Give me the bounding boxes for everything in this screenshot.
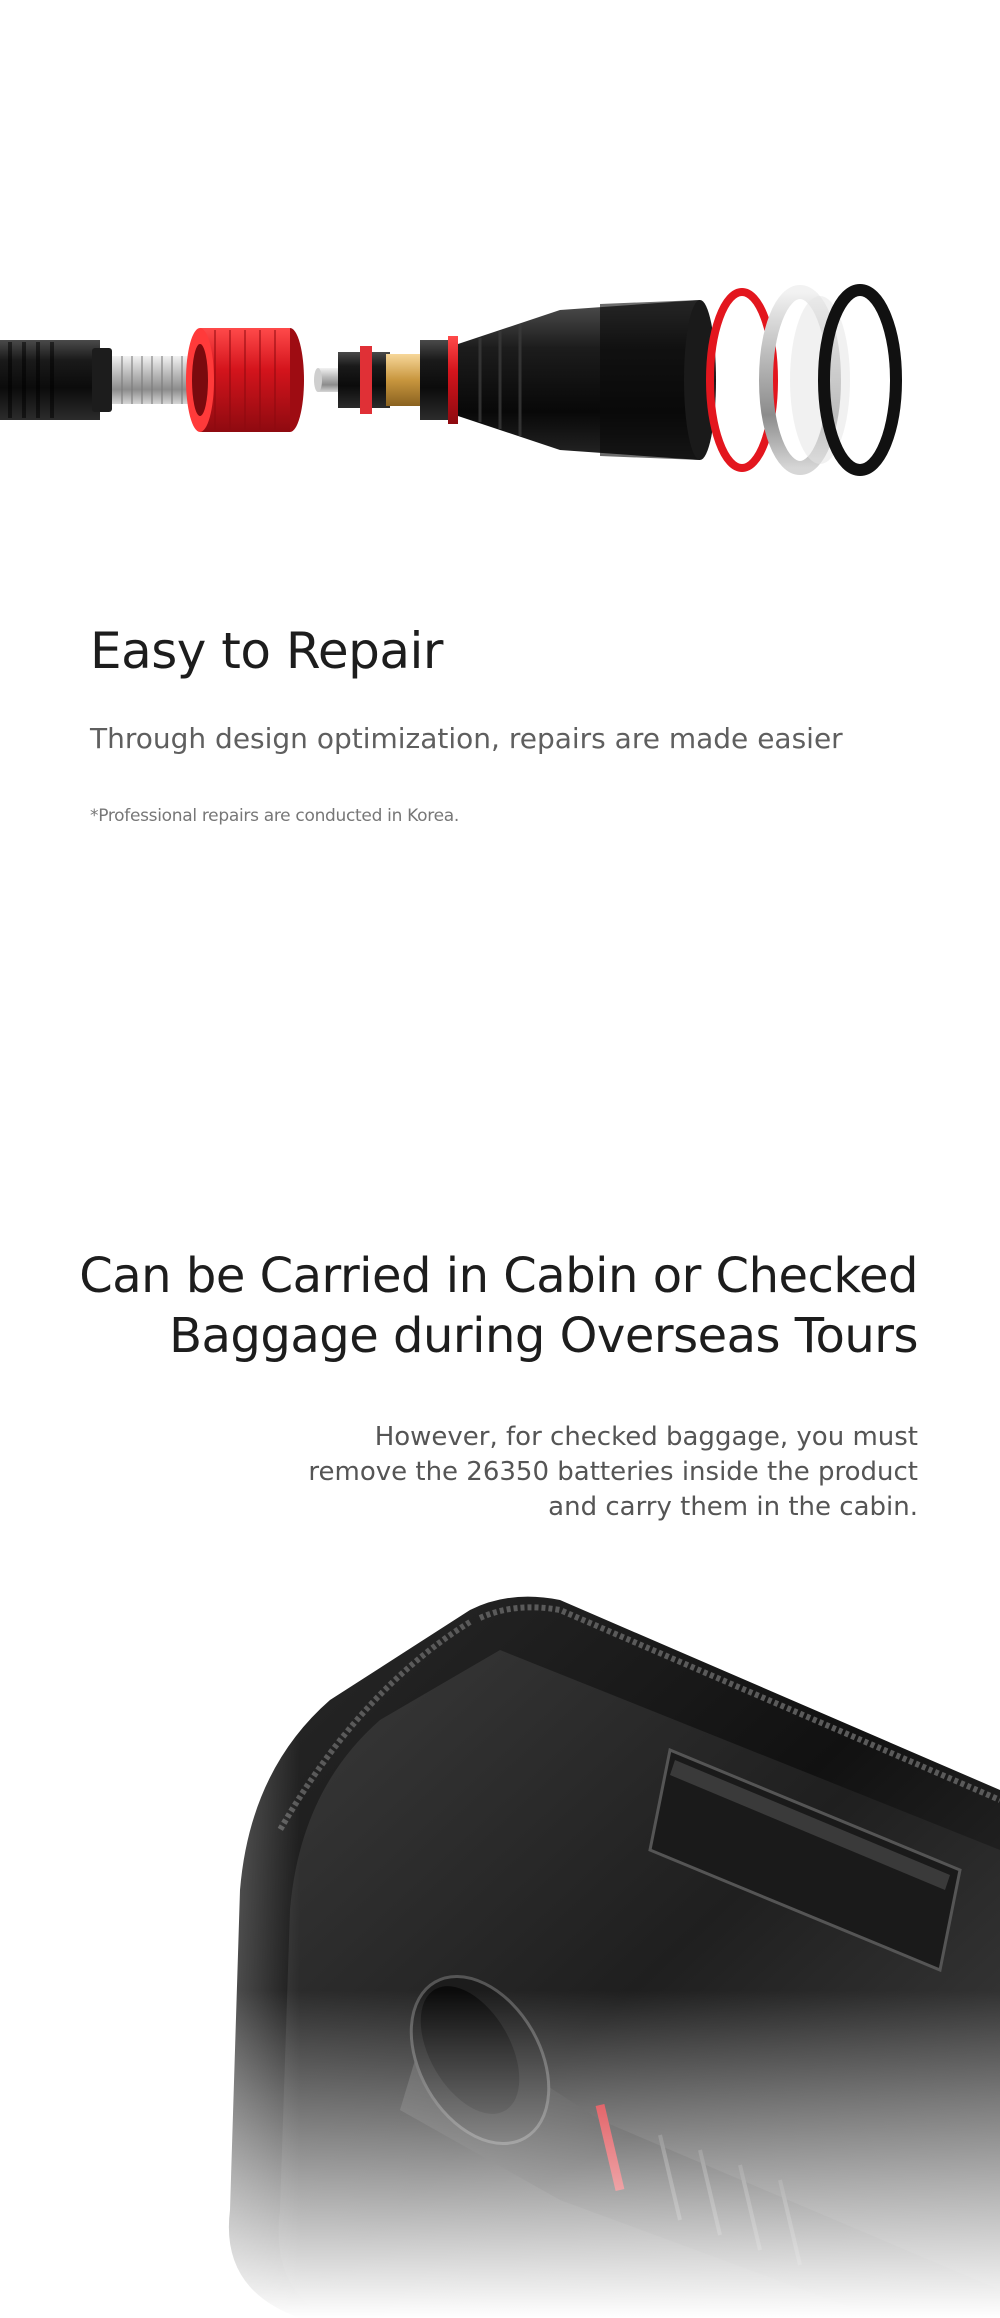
red-thread-ring <box>186 328 304 432</box>
carry-case-illustration <box>0 1590 1000 2318</box>
carry-text-line-3: and carry them in the cabin. <box>548 1492 918 1522</box>
carry-title-line-1: Can be Carried in Cabin or Checked <box>79 1248 918 1304</box>
exploded-flashlight-illustration <box>0 280 1000 570</box>
repair-title: Easy to Repair <box>90 622 443 680</box>
silver-thread-section <box>112 356 192 404</box>
carry-title <box>58 1246 918 1366</box>
contact-spring <box>314 368 338 392</box>
carry-title-line-2: Baggage during Overseas Tours <box>169 1308 918 1364</box>
flashlight-head-cone <box>458 300 716 460</box>
carry-description <box>278 1420 918 1525</box>
driver-module <box>338 336 458 424</box>
carry-text-line-1: However, for checked baggage, you must <box>374 1422 918 1452</box>
repair-footnote: *Professional repairs are conducted in Korea. <box>90 806 459 826</box>
repair-subtitle: Through design optimization, repairs are made easier <box>90 722 843 755</box>
flashlight-body-tube <box>0 340 112 420</box>
carry-text-line-2: remove the 26350 batteries inside the product <box>308 1457 918 1487</box>
